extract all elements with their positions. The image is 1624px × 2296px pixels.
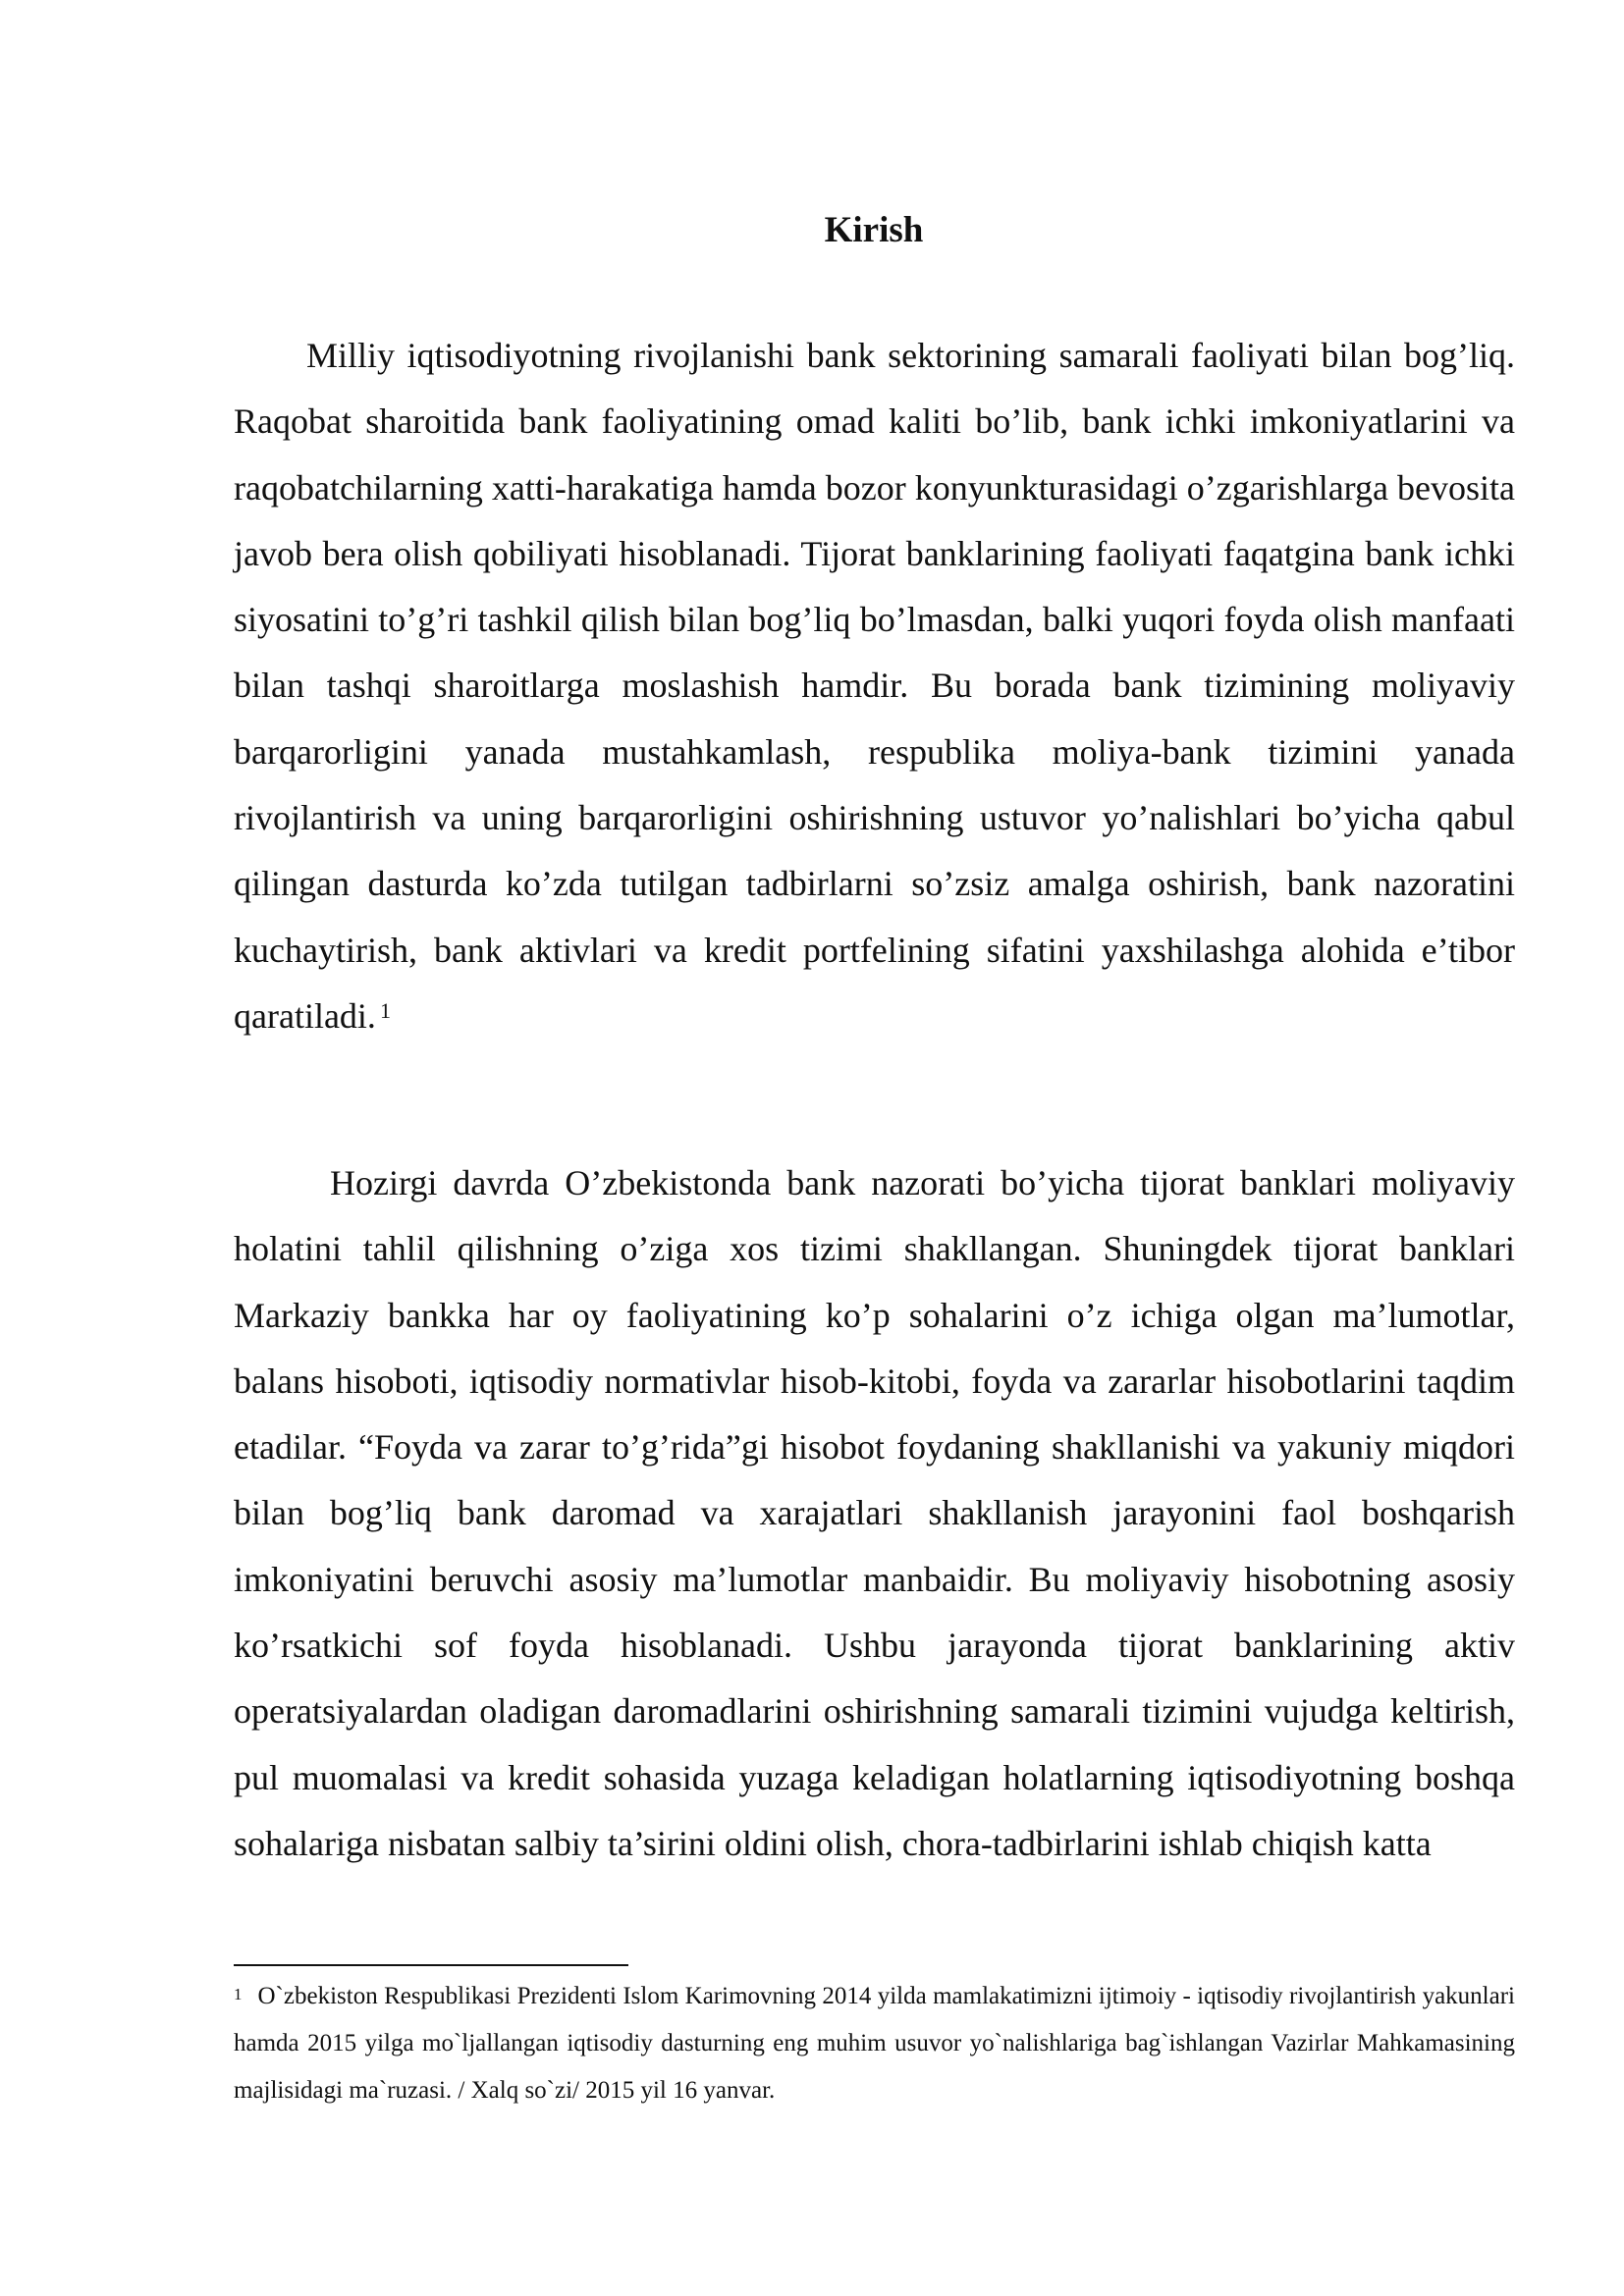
footnote-separator bbox=[234, 1964, 628, 1966]
footnote bbox=[234, 1973, 1515, 2114]
paragraph-1-text: Milliy iqtisodiyotning rivojlanishi bank sektorining samarali faoliyati bilan bog’liq. Raqobat sharoitida bank faoliyatining omad kaliti bo’lib, bank ichki imkoniyatlarini va raqobatchilarning xatti-harakatiga hamda bozor konyunkturasidagi o’zgarishlarga bevosita javob bera olish qobiliyati hisoblanadi. Tijorat banklarining faoliyati faqatgina bank ichki siyosatini to’g’ri tashkil qilish bilan bog’liq bo’lmasdan, balki yuqori foyda olish manfaati bilan tashqi sharoitlarga moslashish hamdir. Bu borada bank tizimining moliyaviy barqarorligini yanada mustahkamlash, respublika moliya-bank tizimini yanada rivojlantirish va uning barqarorligini oshirishning ustuvor yo’nalishlari bo’yicha qabul qilingan dasturda ko’zda tutilgan tadbirlarni so’zsiz amalga oshirish, bank nazoratini kuchaytirish, bank aktivlari va kredit portfelining sifatini yaxshilashga alohida e’tibor qaratiladi. bbox=[234, 336, 1515, 1036]
paragraph-2: Hozirgi davrda O’zbekistonda bank nazorati bo’yicha tijorat banklari moliyaviy holatini tahlil qilishning o’ziga xos tizimi shakllangan. Shuningdek tijorat banklari Markaziy bankka har oy faoliyatining ko’p sohalarini o’z ichiga olgan ma’lumotlar, balans hisoboti, iqtisodiy normativlar hisob-kitobi, foyda va zararlar hisobotlarini taqdim etadilar. “Foyda va zarar to’g’rida”gi hisobot foydaning shakllanishi va yakuniy miqdori bilan bog’liq bank daromad va xarajatlari shakllanish jarayonini faol boshqarish imkoniyatini beruvchi asosiy ma’lumotlar manbaidir. Bu moliyaviy hisobotning asosiy ko’rsatkichi sof foyda hisoblanadi. Ushbu jarayonda tijorat banklarining aktiv operatsiyalardan oladigan daromadlarini oshirishning samarali tizimini vujudga keltirish, pul muomalasi va kredit sohasida yuzaga keladigan holatlarning iqtisodiyotning boshqa sohalariga nisbatan salbiy ta’sirini oldini olish, chora-tadbirlarini ishlab chiqish katta bbox=[234, 1163, 1515, 1863]
footnote-text: O`zbekiston Respublikasi Prezidenti Islom Karimovning 2014 yilda mamlakatimizni ijtimoiy - iqtisodiy rivojlantirish yakunlari hamda 2015 yilga mo`ljallangan iqtisodiy dasturning eng muhim usuvor yo`nalishlariga bag`ishlangan Vazirlar Mahkamasining majlisidagi ma`ruzasi. / Xalq so`zi/ 2015 yil 16 yanvar. bbox=[234, 1983, 1515, 2104]
paragraph-1 bbox=[234, 323, 1515, 1049]
footnote-mark: 1 bbox=[234, 1985, 243, 2003]
page-title: Kirish bbox=[824, 210, 924, 250]
footnote-reference[interactable]: 1 bbox=[379, 997, 391, 1023]
